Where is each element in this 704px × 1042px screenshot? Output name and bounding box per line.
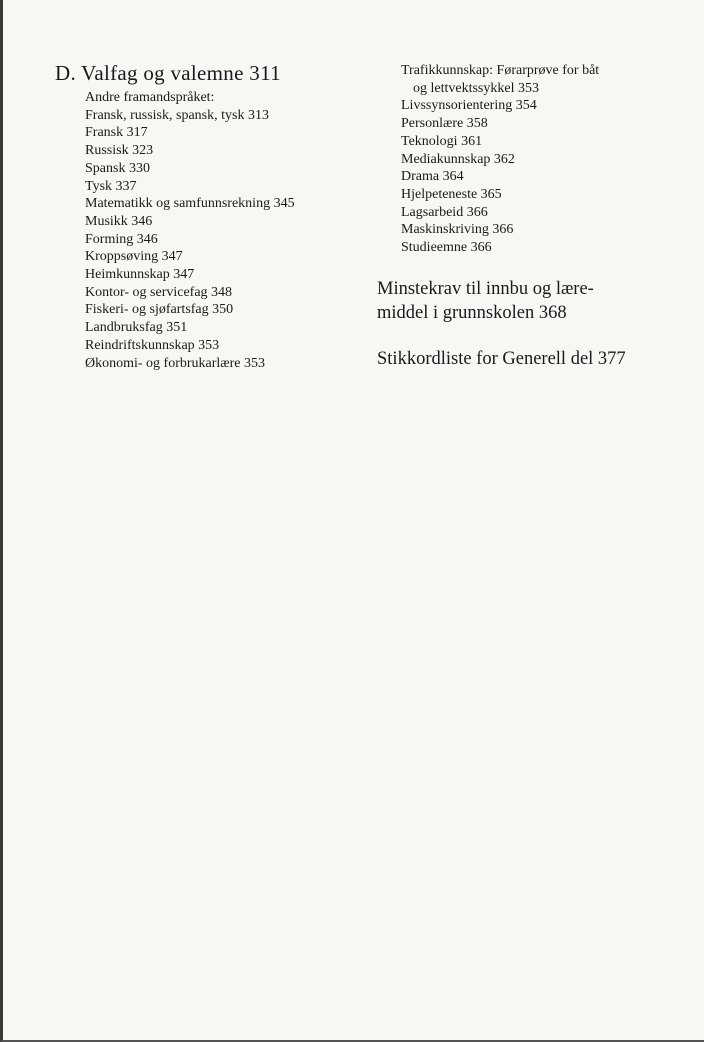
- toc-entry: Landbruksfag 351: [85, 320, 188, 336]
- toc-entry: Økonomi- og forbrukarlære 353: [85, 355, 266, 371]
- toc-entry: Teknologi 361: [401, 133, 483, 149]
- toc-list: [377, 62, 687, 257]
- toc-entry: [401, 62, 687, 97]
- toc-entry: Mediakunnskap 362: [401, 151, 515, 167]
- toc-entry: Kroppsøving 347: [85, 249, 183, 265]
- toc-entry-continuation: og lettvektssykkel 353: [413, 80, 539, 96]
- toc-entry: Maskinskriving 366: [401, 222, 514, 238]
- stikkord-heading: [377, 347, 687, 371]
- toc-entry: Personlære 358: [401, 116, 488, 132]
- toc-entry: Russisk 323: [85, 143, 154, 159]
- toc-entry: Lagsarbeid 366: [401, 204, 488, 220]
- left-column: [55, 60, 355, 372]
- toc-entry: Studieemne 366: [401, 240, 492, 256]
- toc-entry: Fiskeri- og sjøfartsfag 350: [85, 302, 234, 318]
- toc-entry-text: Trafikkunnskap: Førarprøve for båt: [401, 63, 600, 78]
- toc-entry: Hjelpeteneste 365: [401, 186, 502, 202]
- toc-entry: Kontor- og servicefag 348: [85, 284, 233, 300]
- toc-list: [55, 89, 355, 372]
- stikkord-line: Stikkordliste for Generell del 377: [377, 348, 626, 369]
- minstekrav-line: Minstekrav til innbu og lære-: [377, 278, 594, 299]
- toc-entry: Matematikk og samfunnsrekning 345: [85, 196, 295, 212]
- toc-entry: Forming 346: [85, 231, 158, 247]
- toc-entry: Fransk 317: [85, 125, 148, 141]
- section-heading: D. Valfag og valemne 311: [55, 61, 281, 85]
- toc-entry: Fransk, russisk, spansk, tysk 313: [85, 107, 269, 123]
- toc-entry: Reindriftskunnskap 353: [85, 337, 220, 353]
- toc-entry: Andre framandspråket:: [85, 90, 215, 105]
- toc-entry: Tysk 337: [85, 178, 137, 194]
- toc-entry: Musikk 346: [85, 213, 153, 229]
- right-column: [377, 62, 687, 371]
- toc-entry: Livssynsorientering 354: [401, 98, 537, 114]
- toc-entry: Heimkunnskap 347: [85, 267, 195, 283]
- minstekrav-line: middel i grunnskolen 368: [377, 302, 567, 323]
- minstekrav-heading: [377, 277, 687, 325]
- toc-entry: Spansk 330: [85, 160, 150, 176]
- toc-entry: Drama 364: [401, 169, 464, 185]
